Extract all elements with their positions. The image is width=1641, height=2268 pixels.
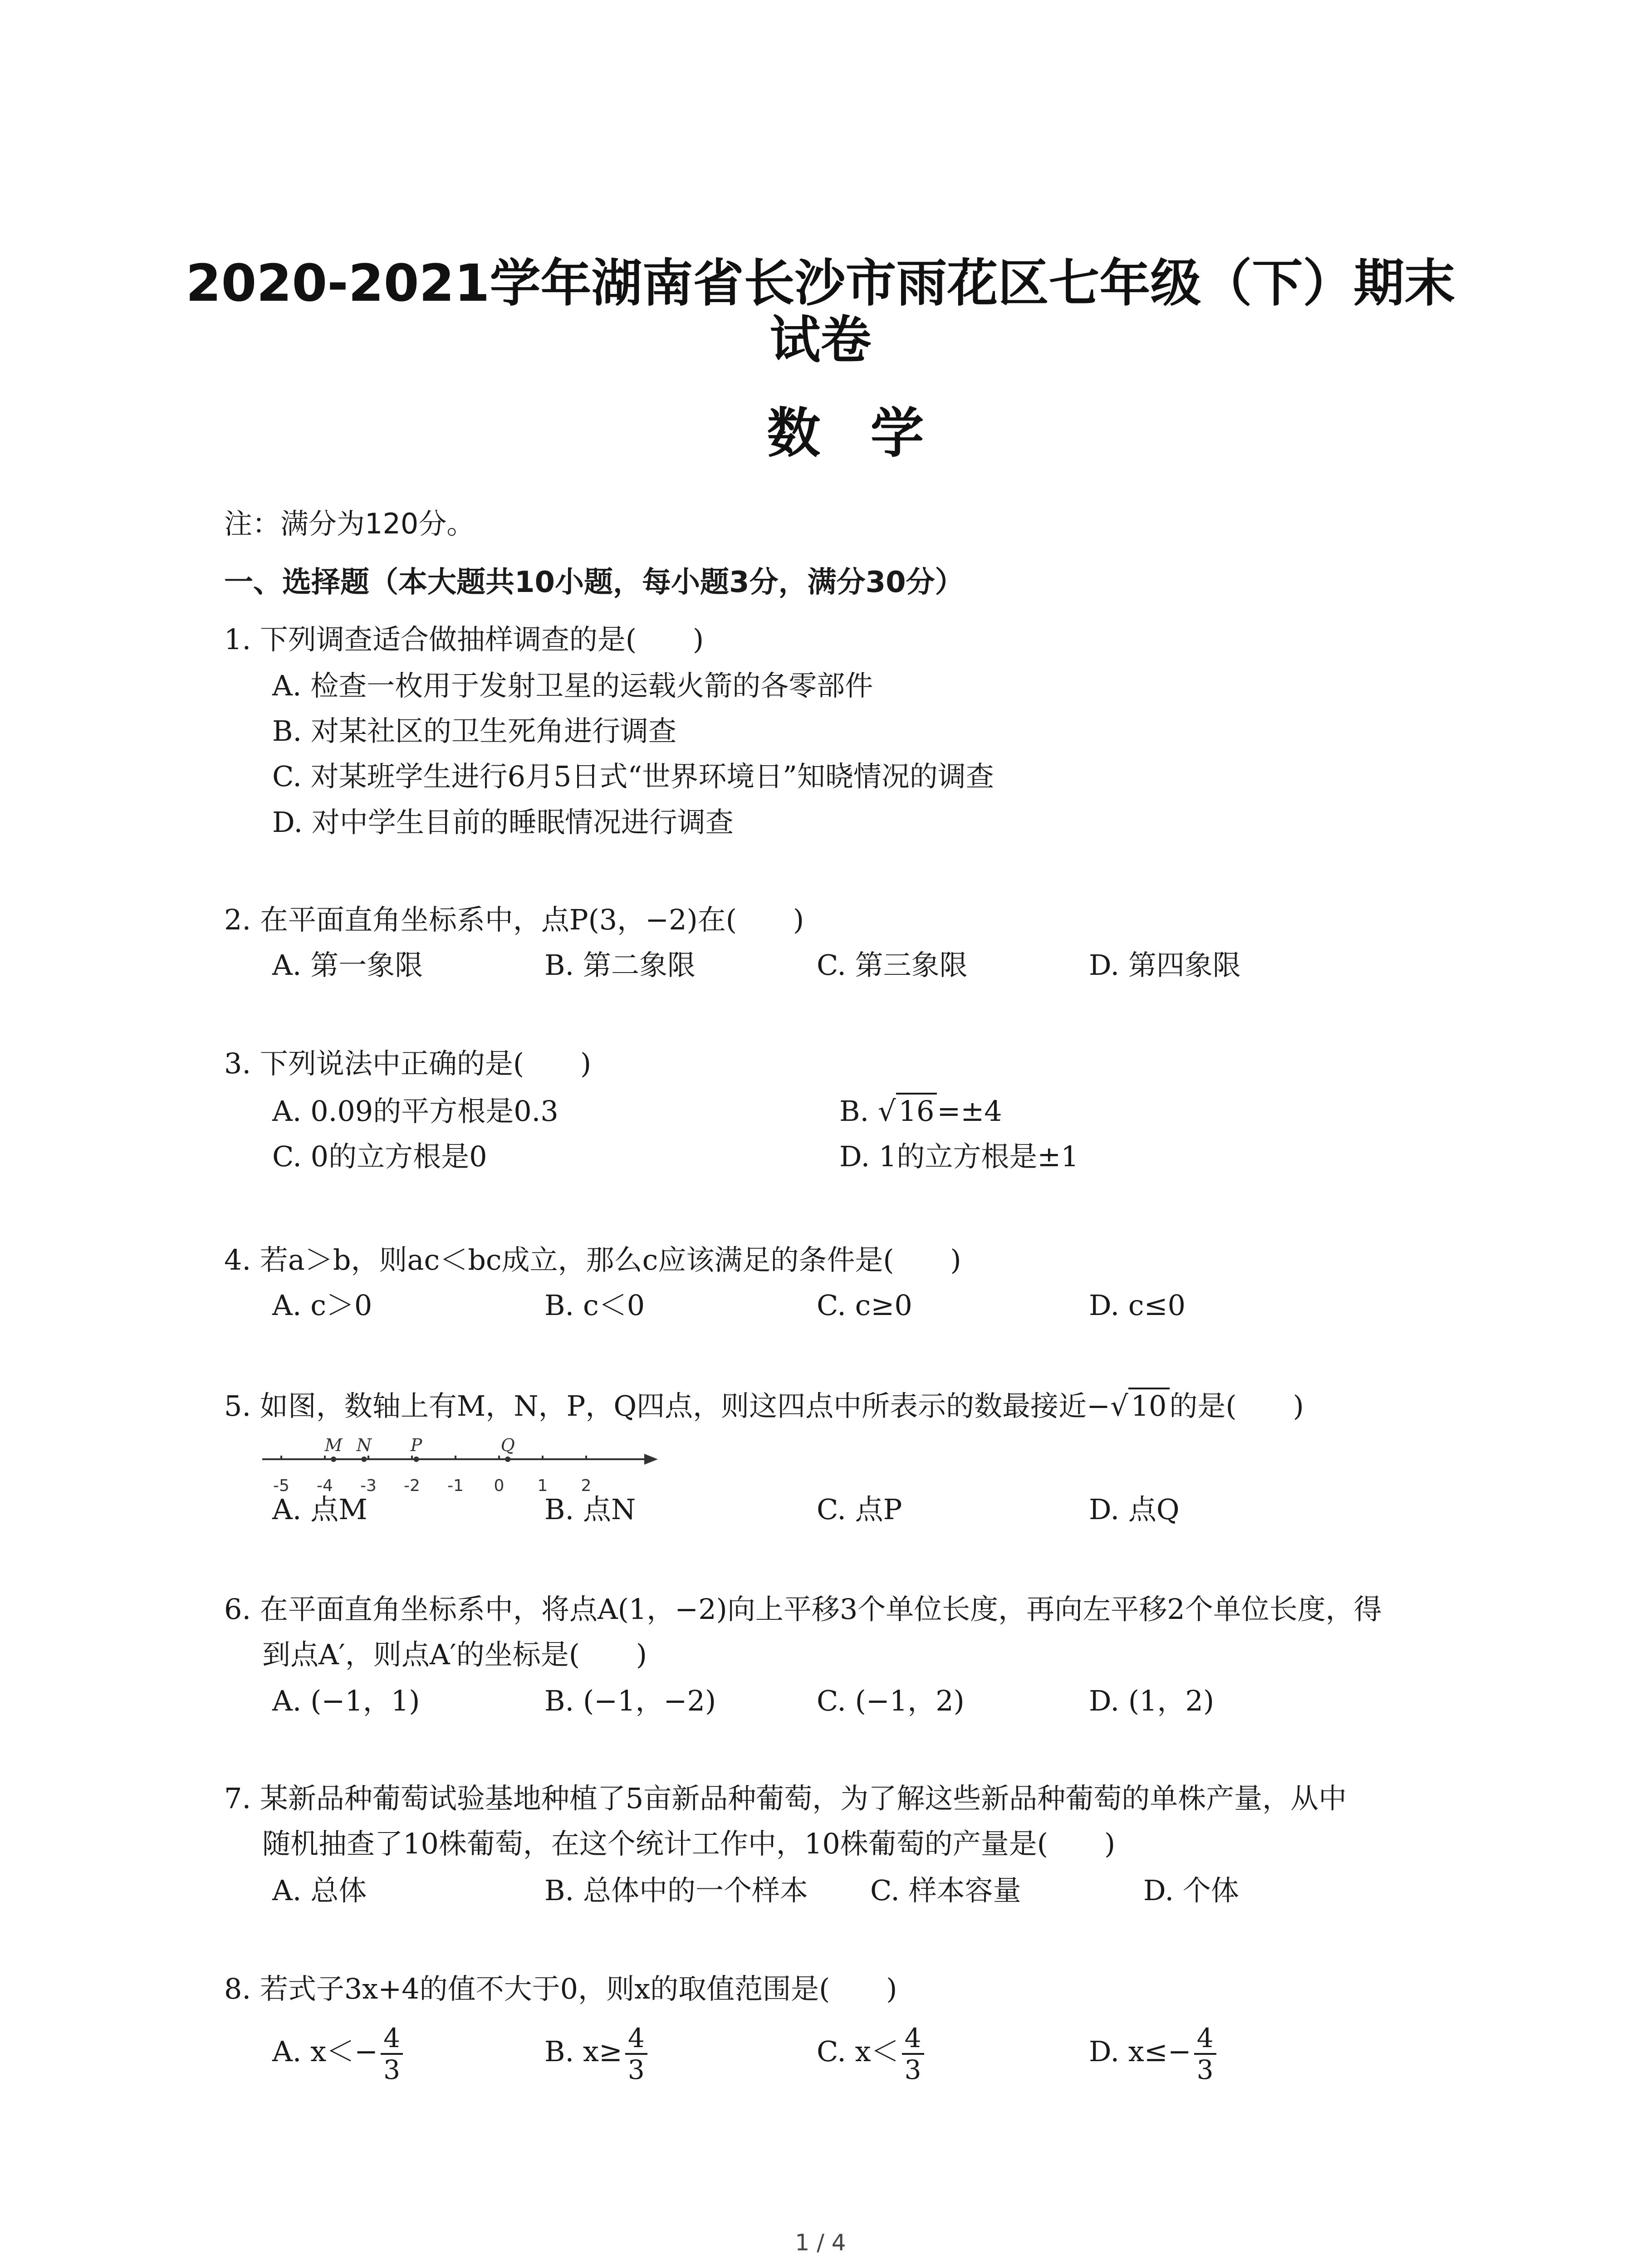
question-3-stem: 3. 下列说法中正确的是( ) [224, 1047, 592, 1080]
number-line-tick-label: 0 [494, 1476, 505, 1495]
question-3-option-a: A. 0.09的平方根是0.3 [272, 1095, 558, 1128]
question-4-stem: 4. 若a＞b，则ac＜bc成立，那么c应该满足的条件是( ) [224, 1243, 961, 1276]
question-6-option-a: A. (−1，1) [272, 1684, 420, 1717]
question-5-option-d: D. 点Q [1089, 1493, 1180, 1526]
number-line-tick-label: -3 [360, 1476, 377, 1495]
question-5-stem [224, 1388, 1304, 1424]
fraction-numerator: 4 [381, 2023, 403, 2055]
question-3-option-d: D. 1的立方根是±1 [839, 1140, 1079, 1173]
question-5-option-c: C. 点P [817, 1493, 902, 1526]
number-line-point-label: N [356, 1436, 372, 1455]
number-line-tick-label: 1 [537, 1476, 548, 1495]
question-5-stem-suffix: 的是( ) [1169, 1389, 1304, 1422]
number-line-point [361, 1457, 367, 1462]
question-8-option-a [272, 2023, 403, 2085]
question-7-option-a: A. 总体 [272, 1874, 367, 1907]
question-3-option-c: C. 0的立方根是0 [272, 1140, 487, 1173]
question-2-stem: 2. 在平面直角坐标系中，点P(3，−2)在( ) [224, 903, 804, 936]
fraction-denominator: 3 [627, 2054, 645, 2085]
number-line-tick-label: 2 [581, 1476, 592, 1495]
question-2-option-d: D. 第四象限 [1089, 948, 1241, 982]
question-3-option-b [839, 1093, 1002, 1129]
question-1-option-a: A. 检查一枚用于发射卫星的运载火箭的各零部件 [272, 669, 873, 702]
question-7-option-c: C. 样本容量 [870, 1874, 1021, 1907]
question-5-stem-prefix: 5. 如图，数轴上有M，N，P，Q四点，则这四点中所表示的数最接近− [224, 1389, 1111, 1422]
question-2-option-a: A. 第一象限 [272, 948, 423, 982]
question-3-option-b-suffix: =±4 [937, 1095, 1002, 1128]
question-1-stem: 1. 下列调查适合做抽样调查的是( ) [224, 623, 704, 656]
fraction-numerator: 4 [1194, 2023, 1216, 2055]
number-line-tick-label: -4 [317, 1476, 333, 1495]
question-8-option-b [544, 2023, 647, 2085]
question-8-option-c-prefix: C. x＜ [817, 2035, 899, 2068]
question-4-option-c: C. c≥0 [817, 1289, 912, 1322]
sqrt-symbol: √16 [878, 1093, 937, 1129]
question-4-option-a: A. c＞0 [272, 1289, 372, 1322]
fraction [625, 2023, 647, 2085]
fraction-denominator: 3 [904, 2054, 921, 2085]
question-6-option-d: D. (1，2) [1089, 1684, 1215, 1717]
question-2-option-b: B. 第二象限 [544, 948, 696, 982]
number-line-figure [259, 1436, 667, 1499]
sqrt-symbol: √10 [1110, 1388, 1169, 1424]
exam-title-line2: 试卷 [769, 311, 872, 370]
fraction-numerator: 4 [625, 2023, 647, 2055]
question-7-option-d: D. 个体 [1143, 1874, 1239, 1907]
question-4-option-d: D. c≤0 [1089, 1289, 1186, 1322]
question-1-option-c: C. 对某班学生进行6月5日式“世界环境日”知晓情况的调查 [272, 760, 994, 793]
exam-title-line1: 2020-2021学年湖南省长沙市雨花区七年级（下）期末 [186, 254, 1455, 313]
question-5-option-b: B. 点N [544, 1493, 636, 1526]
fraction [1194, 2023, 1216, 2085]
question-5-option-a: A. 点M [272, 1493, 367, 1526]
fraction-denominator: 3 [1196, 2054, 1214, 2085]
number-line-point-label: M [324, 1436, 343, 1455]
question-6-option-b: B. (−1，−2) [544, 1684, 716, 1717]
question-6-stem-line1: 6. 在平面直角坐标系中，将点A(1，−2)向上平移3个单位长度，再向左平移2个单位长度，得 [224, 1593, 1382, 1626]
number-line-point-label: Q [500, 1436, 515, 1455]
question-2-option-c: C. 第三象限 [817, 948, 968, 982]
subject-title: 数学 [767, 402, 974, 464]
question-8-option-c [817, 2023, 924, 2085]
question-7-stem-line1: 7. 某新品种葡萄试验基地种植了5亩新品种葡萄，为了解这些新品种葡萄的单株产量，从中 [224, 1782, 1347, 1815]
question-8-option-d [1089, 2023, 1216, 2085]
fraction [381, 2023, 403, 2085]
number-line-arrow-icon [644, 1454, 658, 1465]
fraction-denominator: 3 [383, 2054, 401, 2085]
question-4-option-b: B. c＜0 [544, 1289, 645, 1322]
number-line-tick-label: -2 [404, 1476, 420, 1495]
question-3-option-b-radicand: 16 [896, 1093, 937, 1128]
question-1-option-d: D. 对中学生目前的睡眠情况进行调查 [272, 806, 734, 839]
question-8-stem: 8. 若式子3x+4的值不大于0，则x的取值范围是( ) [224, 1972, 897, 2005]
number-line-tick-label: -1 [447, 1476, 464, 1495]
question-6-option-c: C. (−1，2) [817, 1684, 965, 1717]
number-line-point [505, 1457, 510, 1462]
question-8-option-b-prefix: B. x≥ [544, 2035, 622, 2068]
question-5-radicand: 10 [1128, 1388, 1170, 1422]
number-line-tick-label: -5 [273, 1476, 289, 1495]
number-line-point [331, 1457, 336, 1462]
fraction-numerator: 4 [902, 2023, 924, 2055]
page-number: 1 / 4 [795, 2229, 846, 2256]
section-heading: 一、选择题（本大题共10小题，每小题3分，满分30分） [224, 566, 964, 599]
score-note: 注：满分为120分。 [224, 507, 475, 540]
number-line-point-label: P [410, 1436, 422, 1455]
question-7-stem-line2: 随机抽查了10株葡萄，在这个统计工作中，10株葡萄的产量是( ) [262, 1827, 1116, 1860]
question-6-stem-line2: 到点A′，则点A′的坐标是( ) [262, 1638, 647, 1671]
number-line-point [414, 1457, 419, 1462]
question-8-option-d-prefix: D. x≤− [1089, 2035, 1191, 2068]
question-7-option-b: B. 总体中的一个样本 [544, 1874, 808, 1907]
question-3-option-b-prefix: B. [839, 1095, 878, 1128]
question-1-option-b: B. 对某社区的卫生死角进行调查 [272, 714, 676, 748]
fraction [902, 2023, 924, 2085]
question-8-option-a-prefix: A. x＜− [272, 2035, 378, 2068]
